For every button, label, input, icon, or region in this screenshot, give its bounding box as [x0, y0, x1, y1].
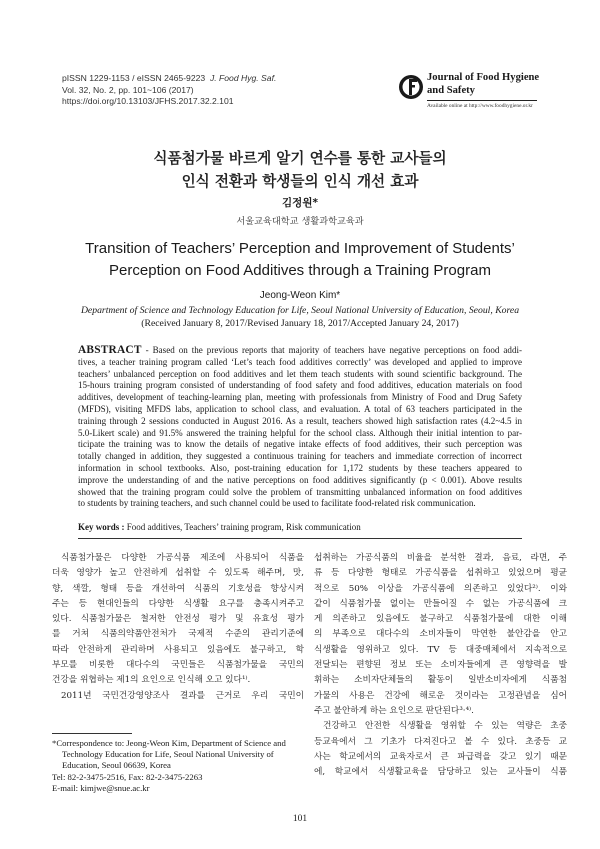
korean-title: 식품첨가물 바르게 알기 연수를 통한 교사들의 인식 전환과 학생들의 인식 개선 효과: [153, 150, 447, 190]
body-line: 향, 색깔, 형태 등을 개선하여 식품의 기호성을 향상시켜: [52, 583, 304, 594]
body-line: 식생활을 영위하고 있다. TV 등 대중매체에서 지속적으로: [314, 644, 567, 655]
doi-link[interactable]: https://doi.org/10.13103/JFHS.2017.32.2.101: [62, 96, 234, 107]
body-line: 를 거쳐 식품의약품안전처가 국제적 수준의 관리기준에: [52, 629, 304, 640]
body-line: 등교육에서 그 기초가 다져진다고 볼 수 있다. 초중등 교: [314, 736, 567, 747]
abstract-heading: ABSTRACT: [78, 344, 142, 356]
body-line: 주는 등 현대인들의 다양한 식생활 요구를 충족시켜주고: [52, 598, 304, 609]
abstract-line: to students by training teachers, and such channel could be used to facilitate food-related risk communication.: [78, 498, 476, 509]
body-line: 2011년 국민건강영양조사 결과를 근거로 우리 국민이: [61, 690, 304, 701]
abstract-line: ABSTRACT - Based on the previous reports that majority of teachers have negative perceptions on food addi-: [78, 344, 522, 356]
abstract-line: 5.0-Likert scale) and 91.5% answered the training helpful for the school class. Although their initial intention to par-: [78, 427, 522, 438]
body-line: 류 등 다양한 형태로 가공식품을 섭취하고 있었으며 평균: [314, 568, 567, 579]
body-line: 있다. 식품첨가물은 철저한 안전성 평가 및 유효성 평가: [52, 614, 304, 625]
korean-author: 김정원*: [282, 197, 318, 209]
journal-title: Journal of Food Hygiene and Safety: [427, 72, 540, 96]
correspondence-footnote: [52, 738, 304, 794]
abstract-line: showed that the training program could solve the problem of transmitting unbalanced information on food additives: [78, 486, 522, 497]
body-line: 의 부족으로 대다수의 소비자들이 막연한 불안감을 안고: [314, 629, 567, 640]
journal-title-rule: [427, 100, 537, 101]
body-line: 건강을 위협하는 제1의 요인으로 인식해 오고 있다¹⁾.: [52, 675, 251, 686]
body-line: 휘하는 소비자단체들의 활동이 일반소비자에게 식품첨: [314, 675, 567, 686]
journal-abbr: J. Food Hyg. Saf.: [209, 73, 277, 83]
body-left-column: [52, 551, 304, 704]
section-divider: [78, 538, 522, 539]
body-line: 전달되는 편향된 정보 또는 소비자들에게 큰 영향력을 발: [314, 660, 567, 671]
body-line: 적으로 50% 이상을 가공식품에 의존하고 있었다²⁾. 이와: [314, 583, 567, 594]
received-dates: (Received January 8, 2017/Revised January 18, 2017/Accepted January 24, 2017): [141, 318, 459, 329]
journal-url[interactable]: Available online at http://www.foodhygiene.or.kr: [427, 103, 533, 109]
english-title: Transition of Teachers’ Perception and Improvement of Students’ Perception on Food Additives through a Training Program: [85, 240, 515, 279]
body-line: 더욱 영양가 높고 안전하게 섭취할 수 있도록 해주며, 맛,: [52, 568, 304, 579]
english-affiliation: Department of Science and Technology Education for Life, Seoul National University of Education, Seoul, Korea: [80, 305, 520, 316]
footnote-rule: [52, 733, 132, 734]
abstract-line: tives, a teacher training program called ‘Let’s teach food additives correctly’ was developed and applied to improve: [78, 356, 522, 367]
abstract-line: training through 2 sessions conducted in August 2016. As a result, teachers showed high satisfaction rates (4.2~4.5 in: [78, 415, 522, 426]
footnote-line: *Correspondence to: Jeong-Weon Kim, Department of Science and: [52, 738, 286, 748]
abstract-line: improve the understanding of and the native perceptions on food additives significantly (p < 0.001). Above results: [78, 474, 522, 485]
abstract-line: (MFDS), visiting MFDS labs, application to school class, and evaluation. A total of 63 teachers participated in the: [78, 403, 522, 414]
abstract-line: 15-hours training program consisted of understanding of food safety and food additives, education materials on food: [78, 380, 522, 391]
footnote-line: Technology Education for Life, Seoul National University of: [62, 749, 274, 760]
abstract-line: totally changed in addition, they suggested a continuous training for teachers and immediate correction of incorrect: [78, 451, 522, 462]
abstract-line: additives, development of teaching-learning plan, meeting with professionals from Ministry of Food and Drug Safety: [78, 392, 522, 403]
issn-line: pISSN 1229-1153 / eISSN 2465-9223 J. Food Hyg. Saf.: [62, 73, 277, 83]
body-line: 주고 불안하게 하는 요인으로 판단된다³·⁴⁾.: [314, 705, 474, 716]
body-line: 섭취하는 가공식품의 비율을 분석한 결과, 음료, 라면, 주: [314, 553, 567, 563]
abstract-line: information in school textbooks. Also, post-training education for 1,172 students by these teachers appeared to: [78, 462, 522, 473]
body-line: 식품첨가물은 다양한 가공식품 제조에 사용되어 식품을: [61, 553, 304, 563]
keywords: [78, 522, 522, 532]
korean-affiliation: 서울교육대학교 생활과학교육과: [236, 216, 364, 227]
page-number: 101: [292, 814, 308, 824]
abstract: [78, 345, 522, 510]
header-meta: [62, 73, 276, 108]
body-line: 가물의 사용은 건강에 해로운 것이라는 고정관념을 심어: [314, 690, 567, 701]
body-line: 같이 식품첨가물 없이는 만들어질 수 없는 가공식품에 크: [314, 598, 567, 609]
footnote-email[interactable]: E-mail: kimjwe@snue.ac.kr: [52, 782, 150, 793]
abstract-line: ticipate the training was to know the details of negative intake effects of food additives, their such perception was: [78, 439, 522, 450]
journal-logo-icon: [398, 74, 424, 100]
body-line: 건강하고 안전한 식생활을 영위할 수 있는 역량은 초중: [323, 721, 567, 732]
english-author: Jeong-Weon Kim*: [259, 290, 341, 301]
body-right-column: [314, 551, 567, 780]
body-line: 게 의존하고 있음에도 불구하고 식품첨가물에 대한 이해: [314, 614, 567, 625]
keywords-label: Key words :: [78, 522, 125, 532]
keywords-text: Food additives, Teachers’ training program, Risk communication: [124, 522, 361, 532]
footnote-line: Education, Seoul 06639, Korea: [62, 760, 171, 771]
footnote-line: Tel: 82-2-3475-2516, Fax: 82-2-3475-2263: [52, 771, 203, 782]
body-line: 사는 학교에서의 교육자로서 큰 파급력을 갖고 있기 때문: [314, 751, 567, 762]
body-line: 따라 안전하게 관리하며 사용되고 있음에도 불구하고, 학: [52, 644, 304, 655]
body-line: 에, 학교에서 식생활교육을 담당하고 있는 교사들이 식품: [314, 767, 567, 778]
abstract-line: teachers’ unbalanced perception on food additives and let them teach students with sound scientific background. The: [78, 368, 522, 379]
body-line: 부모를 비롯한 대다수의 국민들은 식품첨가물을 국민의: [52, 660, 304, 671]
volume-line: Vol. 32, No. 2, pp. 101~106 (2017): [62, 84, 194, 95]
